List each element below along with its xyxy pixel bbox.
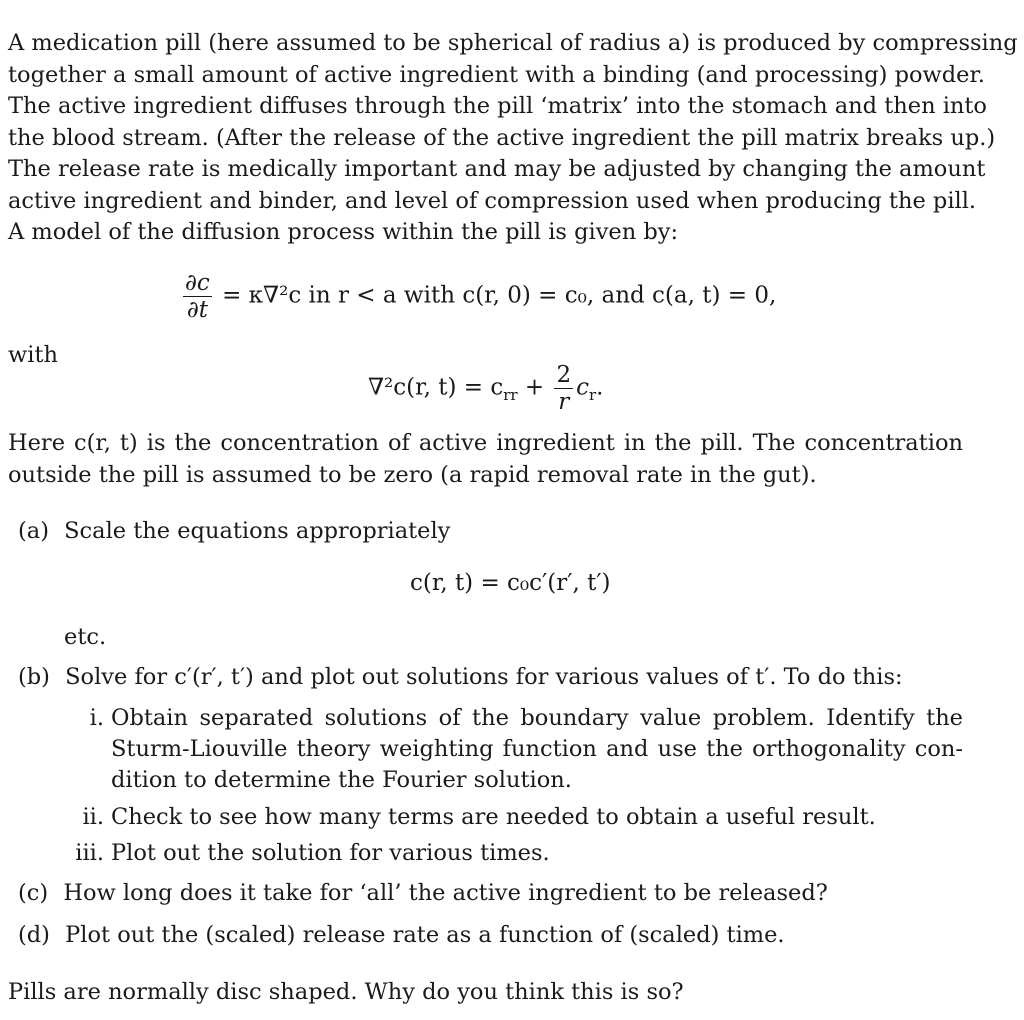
subitem-ii-text: Check to see how many terms are needed to obtain a useful result. — [111, 804, 876, 830]
subscript-rr: rr — [503, 386, 518, 405]
subitem-i-line: Obtain separated solutions of the boundary value problem. Identify the — [111, 705, 963, 731]
with-label: with — [8, 342, 58, 368]
part-a — [18, 516, 450, 547]
intro-line: A medication pill (here assumed to be spherical of radius a) is produced by compressing — [8, 30, 1018, 56]
part-d-text: Plot out the (scaled) release rate as a function of (scaled) time. — [65, 922, 785, 948]
part-a-label: (a) — [18, 518, 49, 544]
intro-line: the blood stream. (After the release of the active ingredient the pill matrix breaks up.) — [8, 124, 996, 151]
part-d — [18, 920, 785, 951]
etc-text: etc. — [64, 624, 107, 650]
subscript-r: r — [589, 386, 597, 405]
partial-derivative-fraction — [183, 270, 212, 323]
intro-line: active ingredient and binder, and level of compression used when producing the pill. — [8, 187, 977, 214]
subitem-i-label: i. — [89, 705, 104, 731]
intro-line: together a small amount of active ingredient with a binding (and processing) powder. — [8, 61, 985, 88]
equation-rhs: = κ∇²c in r < a with c(r, 0) = c₀, and c(a, t) = 0, — [222, 282, 777, 309]
scaling-equation: c(r, t) = c₀c′(r′, t′) — [410, 570, 611, 596]
subitem-ii-label: ii. — [82, 804, 104, 830]
diffusion-equation — [180, 270, 776, 323]
fraction-denominator: r — [558, 389, 570, 415]
part-b-label: (b) — [18, 664, 50, 690]
intro-line: The active ingredient diffuses through the pill ‘matrix’ into the stomach and then into — [8, 93, 987, 119]
subitem-iii-text: Plot out the solution for various times. — [111, 840, 550, 866]
intro-line: The release rate is medically important and may be adjusted by changing the amount — [8, 156, 986, 182]
closing-question: Pills are normally disc shaped. Why do you think this is so? — [8, 979, 684, 1005]
subitem-i-line: dition to determine the Fourier solution. — [111, 767, 572, 793]
two-over-r-fraction — [554, 362, 573, 415]
equation-period: . — [596, 374, 604, 401]
laplacian-lhs: ∇²c(r, t) = c — [368, 374, 504, 401]
concentration-paragraph — [8, 428, 963, 491]
part-c — [18, 878, 828, 909]
fraction-denominator: ∂t — [186, 297, 208, 323]
concentration-line: outside the pill is assumed to be zero (a rapid removal rate in the gut). — [8, 461, 817, 488]
part-a-text: Scale the equations appropriately — [64, 518, 451, 544]
fraction-numerator: 2 — [556, 362, 572, 388]
subitem-iii-body — [111, 838, 963, 869]
part-b-text: Solve for c′(r′, t′) and plot out solutions for various values of t′. To do this: — [65, 664, 903, 690]
part-d-label: (d) — [18, 922, 50, 948]
subitem-iii-label: iii. — [75, 840, 104, 866]
subitem-i-body — [111, 703, 963, 796]
part-c-text: How long does it take for ‘all’ the active ingredient to be released? — [63, 880, 828, 906]
plus-sign: + — [517, 374, 552, 401]
c-symbol: c — [576, 374, 589, 401]
fraction-numerator: ∂c — [185, 270, 210, 296]
laplacian-equation — [368, 362, 603, 415]
subitem-ii-body — [111, 802, 963, 833]
intro-line: A model of the diffusion process within the pill is given by: — [8, 219, 679, 245]
intro-paragraph — [8, 28, 1018, 249]
part-b — [18, 662, 903, 693]
concentration-line: Here c(r, t) is the concentration of active ingredient in the pill. The concentration — [8, 430, 963, 456]
part-c-label: (c) — [18, 880, 49, 906]
subitem-i-line: Sturm-Liouville theory weighting function and use the orthogonality con- — [111, 736, 963, 762]
